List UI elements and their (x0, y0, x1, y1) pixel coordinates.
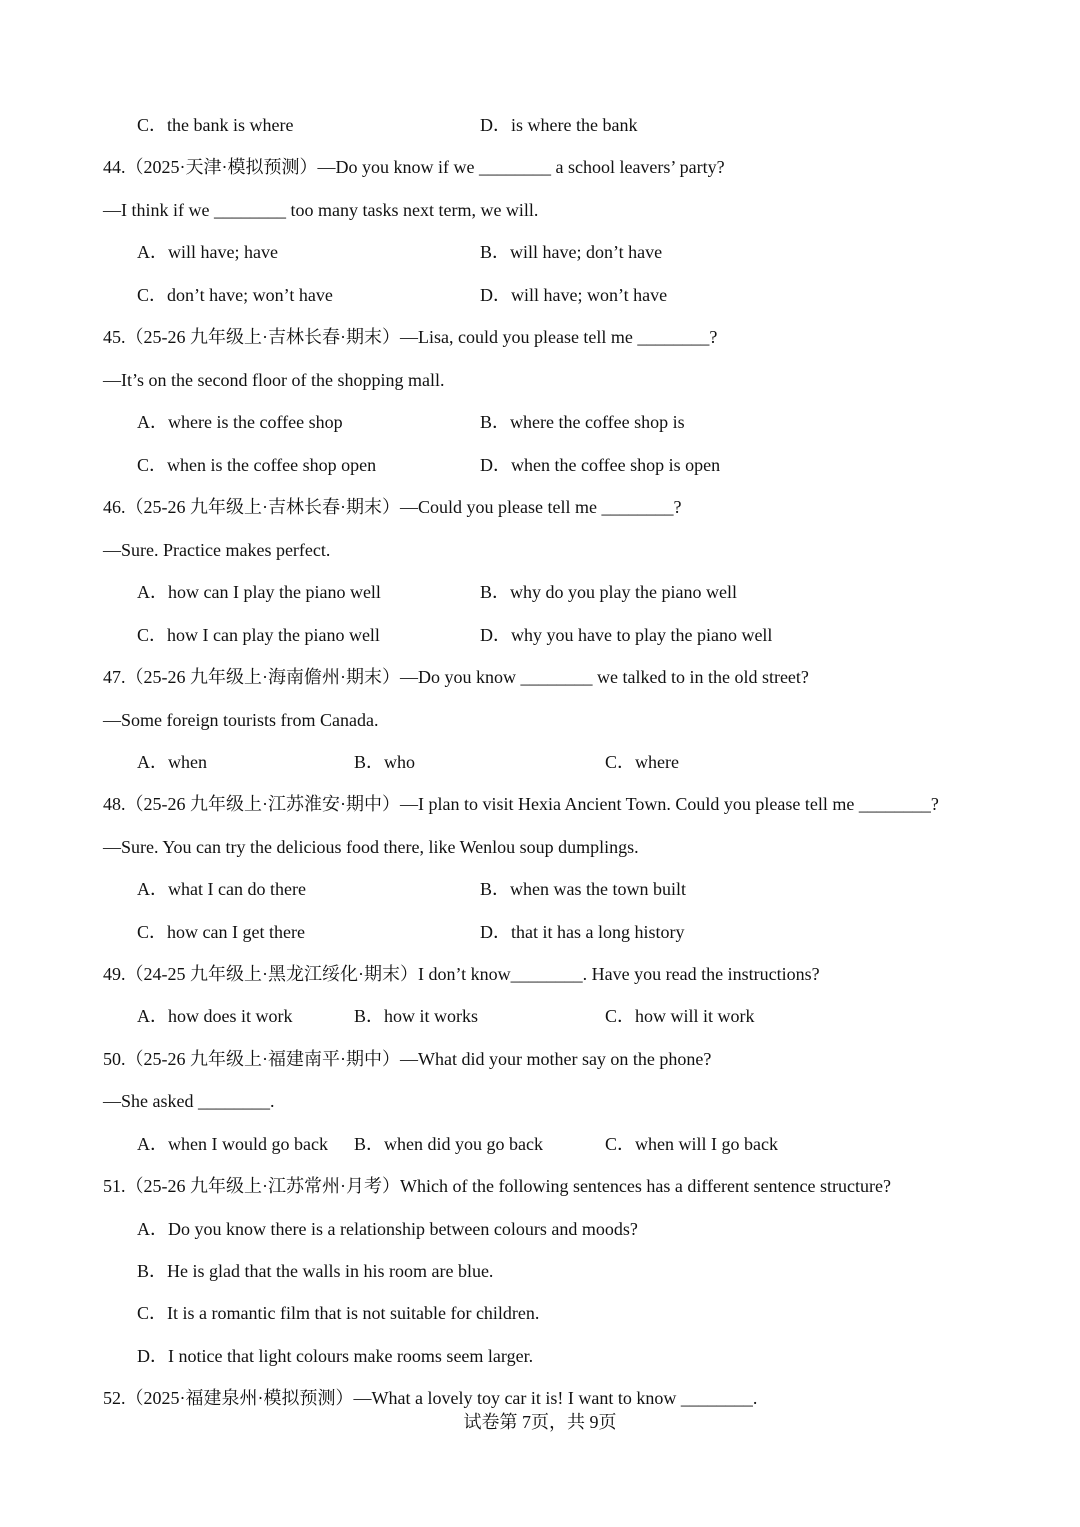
page-footer: 试卷第 7页，共 9页 (463, 1412, 617, 1432)
question-48-option-c: C．how can I get there (137, 922, 305, 942)
question-44-option-c: C．don’t have; won’t have (137, 285, 333, 305)
option-c: C．the bank is where (137, 115, 294, 135)
question-46-option-a: A．how can I play the piano well (137, 582, 381, 602)
question-52-stem: 52.（2025·福建泉州·模拟预测）—What a lovely toy car it is! I want to know ________. (103, 1388, 758, 1408)
question-48-option-d: D．that it has a long history (480, 922, 685, 942)
question-46-option-b: B．why do you play the piano well (480, 582, 737, 602)
question-50-option-a: A．when I would go back (137, 1134, 328, 1154)
question-45-option-b: B．where the coffee shop is (480, 412, 685, 432)
question-48-option-b: B．when was the town built (480, 879, 686, 899)
question-46-reply: —Sure. Practice makes perfect. (103, 540, 331, 560)
question-48-option-a: A．what I can do there (137, 879, 306, 899)
question-50-reply: —She asked ________. (103, 1091, 275, 1111)
question-44-stem: 44.（2025·天津·模拟预测）—Do you know if we ________ a school leavers’ party? (103, 157, 725, 177)
question-45-option-c: C．when is the coffee shop open (137, 455, 377, 475)
question-46-stem: 46.（25-26 九年级上·吉林长春·期末）—Could you please tell me ________? (103, 497, 682, 517)
question-45-reply: —It’s on the second floor of the shopping mall. (103, 370, 445, 390)
question-48-reply: —Sure. You can try the delicious food there, like Wenlou soup dumplings. (103, 837, 639, 857)
question-47-stem: 47.（25-26 九年级上·海南儋州·期末）—Do you know ________ we talked to in the old street? (103, 667, 809, 687)
question-44-option-d: D．will have; won’t have (480, 285, 668, 305)
question-47-option-c: C．where (605, 752, 679, 772)
question-44-option-a: A．will have; have (137, 242, 278, 262)
question-50-option-c: C．when will I go back (605, 1134, 778, 1154)
question-45-option-d: D．when the coffee shop is open (480, 455, 721, 475)
question-49-option-b: B．how it works (354, 1006, 479, 1026)
question-50-stem: 50.（25-26 九年级上·福建南平·期中）—What did your mother say on the phone? (103, 1049, 712, 1069)
question-50-option-b: B．when did you go back (354, 1134, 543, 1154)
question-44-reply: —I think if we ________ too many tasks next term, we will. (103, 200, 539, 220)
question-45-option-a: A．where is the coffee shop (137, 412, 343, 432)
question-47-option-b: B．who (354, 752, 416, 772)
question-51-option-c: C．It is a romantic film that is not suitable for children. (137, 1303, 540, 1323)
question-49-option-a: A．how does it work (137, 1006, 293, 1026)
question-49-option-c: C．how will it work (605, 1006, 755, 1026)
question-51-option-d: D．I notice that light colours make rooms seem larger. (137, 1346, 534, 1366)
question-49-stem: 49.（24-25 九年级上·黑龙江绥化·期末）I don’t know________. Have you read the instructions? (103, 964, 820, 984)
question-47-reply: —Some foreign tourists from Canada. (103, 710, 379, 730)
question-46-option-d: D．why you have to play the piano well (480, 625, 773, 645)
question-48-stem: 48.（25-26 九年级上·江苏淮安·期中）—I plan to visit Hexia Ancient Town. Could you please tell me ________? (103, 794, 939, 814)
question-51-option-a: A．Do you know there is a relationship between colours and moods? (137, 1219, 638, 1239)
question-46-option-c: C．how I can play the piano well (137, 625, 380, 645)
question-47-option-a: A．when (137, 752, 207, 772)
question-45-stem: 45.（25-26 九年级上·吉林长春·期末）—Lisa, could you please tell me ________? (103, 327, 718, 347)
question-51-stem: 51.（25-26 九年级上·江苏常州·月考）Which of the following sentences has a different sentence structure? (103, 1176, 891, 1196)
question-44-option-b: B．will have; don’t have (480, 242, 663, 262)
question-51-option-b: B．He is glad that the walls in his room are blue. (137, 1261, 494, 1281)
option-d: D．is where the bank (480, 115, 638, 135)
